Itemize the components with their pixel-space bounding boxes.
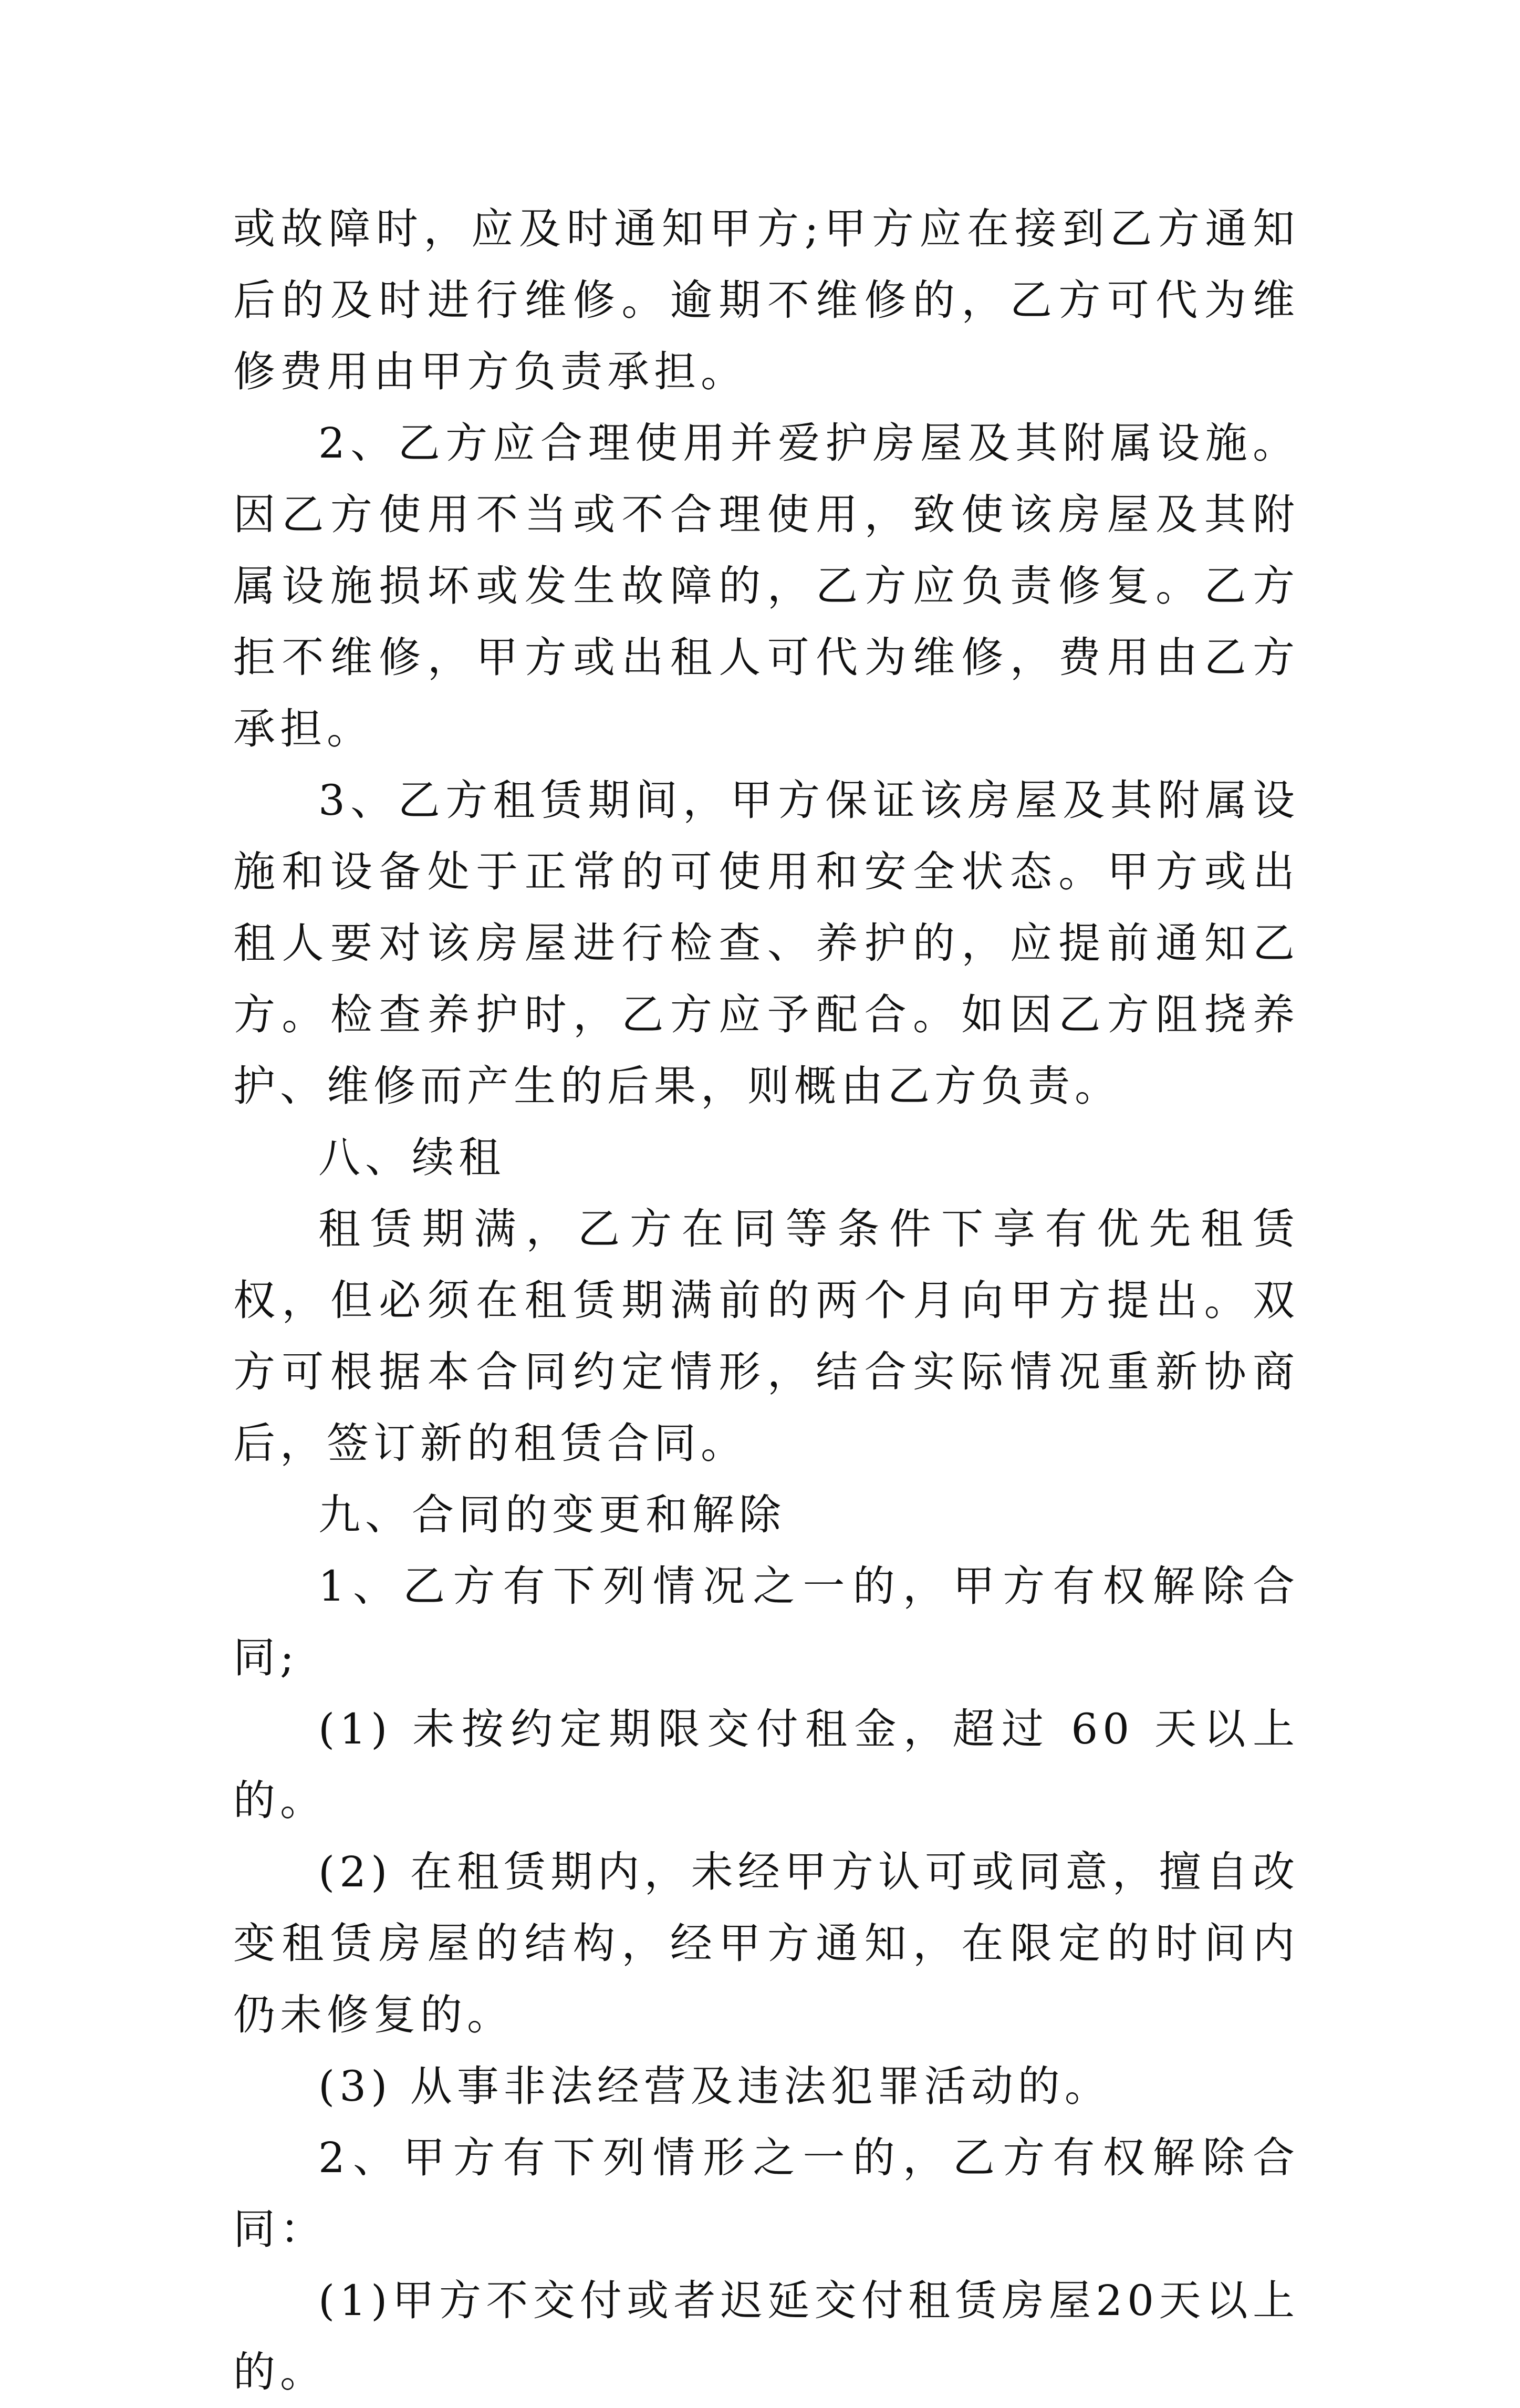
- section-heading-renewal: 八、续租: [318, 1133, 505, 1182]
- paragraph-termination-1: 1、乙方有下列情况之一的，甲方有权解除合同;: [233, 1562, 1299, 1682]
- section-heading-termination: 九、合同的变更和解除: [318, 1490, 786, 1539]
- list-item-1-2: (2) 在租赁期内，未经甲方认可或同意，擅自改变租赁房屋的结构，经甲方通知，在限定的时间内仍未修复的。: [233, 1847, 1299, 2039]
- paragraph-termination-2: 2、甲方有下列情形之一的，乙方有权解除合同：: [233, 2133, 1299, 2254]
- paragraph-clause-3: 3、乙方租赁期间，甲方保证该房屋及其附属设施和设备处于正常的可使用和安全状态。甲方或出租人要对该房屋进行检查、养护的，应提前通知乙方。检查养护时，乙方应予配合。如因乙方阻挠养护、维修而产生的后果，则概由乙方负责。: [233, 776, 1299, 1110]
- paragraph-renewal: 租赁期满，乙方在同等条件下享有优先租赁权，但必须在租赁期满前的两个月向甲方提出。双方可根据本合同约定情形，结合实际情况重新协商后，签订新的租赁合同。: [233, 1205, 1299, 1468]
- list-item-1-3: (3) 从事非法经营及违法犯罪活动的。: [318, 2062, 1111, 2111]
- paragraph-repair-notice-continued: 或故障时，应及时通知甲方;甲方应在接到乙方通知后的及时进行维修。逾期不维修的，乙方可代为维修费用由甲方负责承担。: [233, 204, 1299, 396]
- list-item-1-1: (1) 未按约定期限交付租金，超过 60 天以上的。: [233, 1705, 1299, 1825]
- paragraph-clause-2: 2、乙方应合理使用并爱护房屋及其附属设施。因乙方使用不当或不合理使用，致使该房屋及其附属设施损坏或发生故障的，乙方应负责修复。乙方拒不维修，甲方或出租人可代为维修，费用由乙方承担。: [233, 419, 1299, 753]
- document-body: [233, 193, 1299, 2408]
- list-item-2-1: (1)甲方不交付或者迟延交付租赁房屋20天以上的。: [233, 2276, 1299, 2396]
